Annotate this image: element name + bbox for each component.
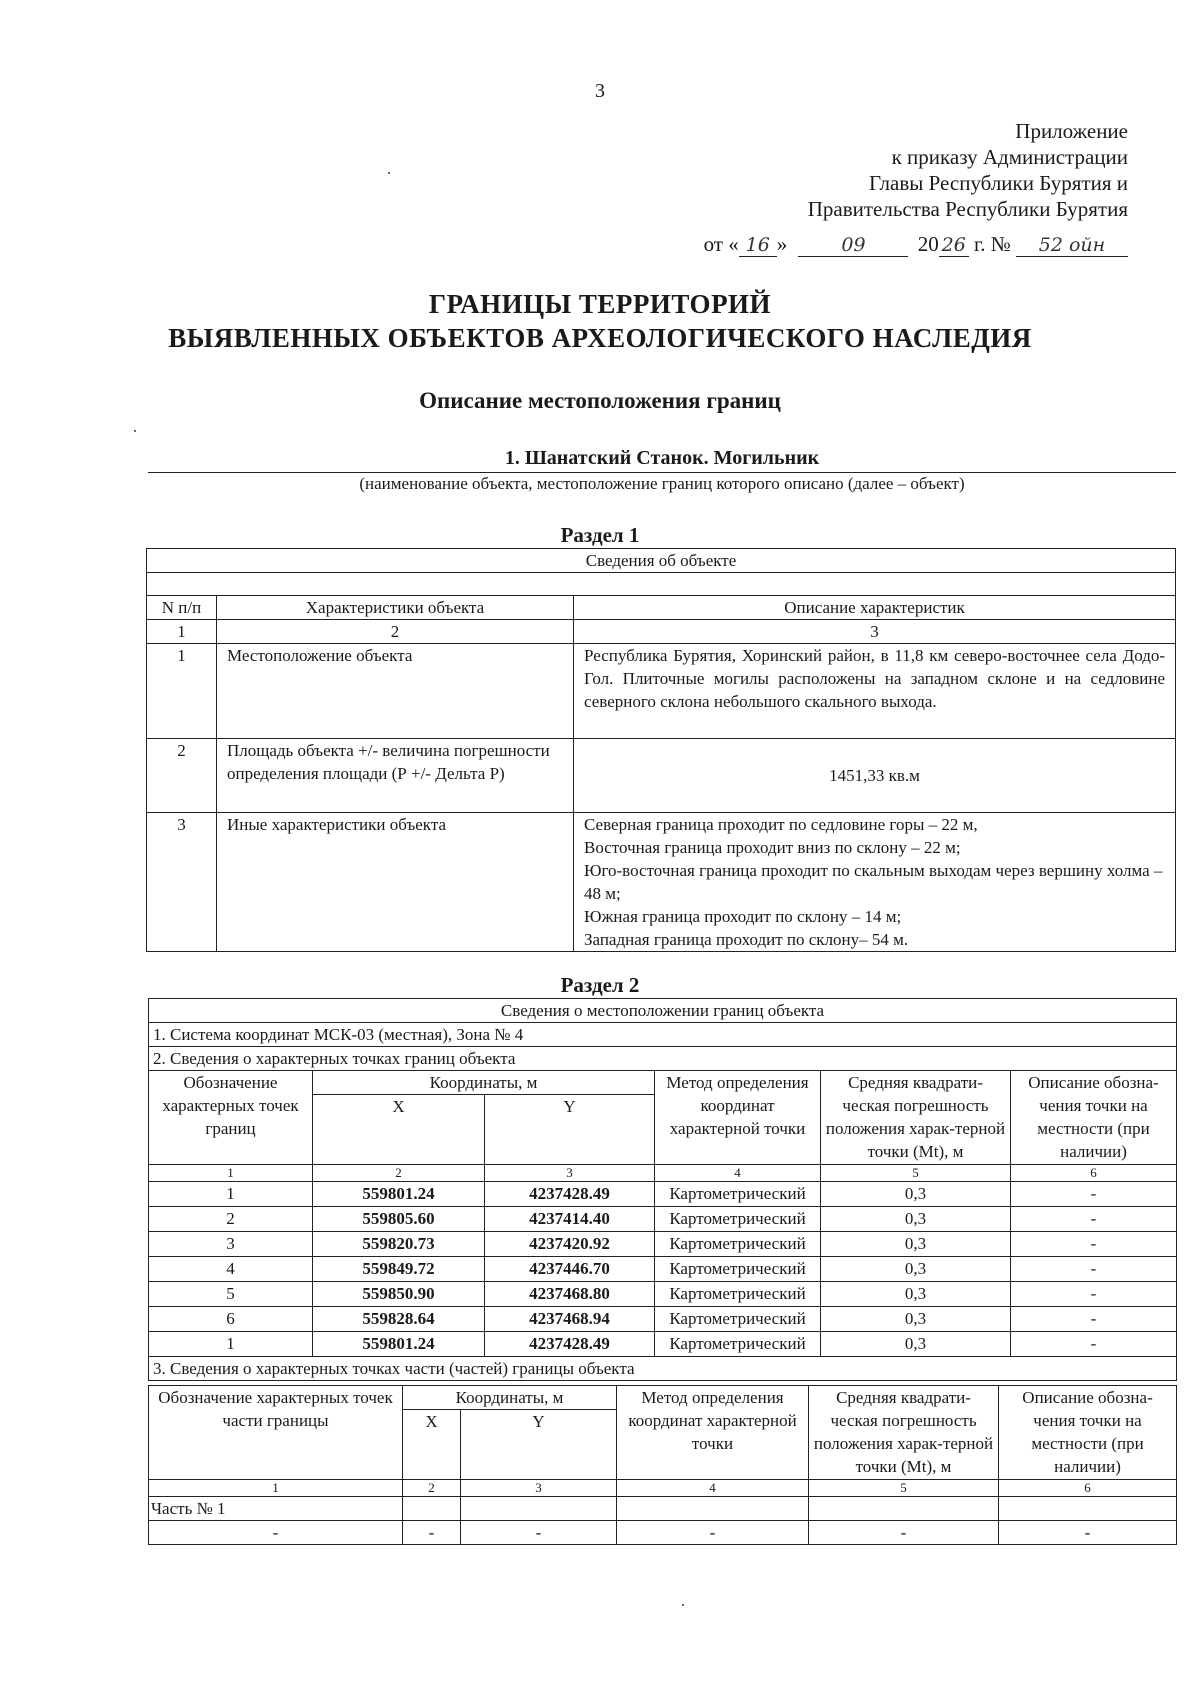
characteristic-name: Иные характеристики объекта <box>217 813 574 952</box>
characteristic-name: Площадь объекта +/- величина погрешности определения площади (Р +/- Дельта Р) <box>217 739 574 813</box>
point-x: 559849.72 <box>313 1257 485 1282</box>
column-number: 3 <box>485 1165 655 1182</box>
point-x: 559828.64 <box>313 1307 485 1332</box>
point-y: 4237468.94 <box>485 1307 655 1332</box>
document-title <box>0 287 1200 355</box>
point-description: - <box>1011 1207 1177 1232</box>
object-name: 1. Шанатский Станок. Могильник <box>148 447 1176 473</box>
column-number: 2 <box>313 1165 485 1182</box>
point-description: - <box>1011 1232 1177 1257</box>
table-row <box>149 1182 1177 1207</box>
order-month: 09 <box>798 234 908 257</box>
row-number: 2 <box>147 739 217 813</box>
section1-heading: Раздел 1 <box>560 523 640 547</box>
column-number: 5 <box>821 1165 1011 1182</box>
table-row <box>149 1207 1177 1232</box>
column-number: 5 <box>809 1480 999 1497</box>
column-number: 1 <box>149 1165 313 1182</box>
point-description: - <box>1011 1182 1177 1207</box>
point-mt: 0,3 <box>821 1332 1011 1357</box>
object-note: (наименование объекта, местоположение границ которого описано (далее – объект) <box>359 474 965 493</box>
section-subtitle: Описание местоположения границ <box>419 388 781 413</box>
row-number: 3 <box>147 813 217 952</box>
column-number: 1 <box>149 1480 403 1497</box>
point-y: 4237420.92 <box>485 1232 655 1257</box>
table-row <box>147 813 1176 952</box>
title-line: ГРАНИЦЫ ТЕРРИТОРИЙ <box>428 289 772 319</box>
column-header: Обозначение характерных точек границ <box>149 1071 313 1165</box>
column-header: Координаты, м <box>403 1386 617 1410</box>
column-number: 6 <box>999 1480 1177 1497</box>
column-header: Обозначение характерных точек части границы <box>149 1386 403 1480</box>
table-row <box>149 1232 1177 1257</box>
point-method: Картометрический <box>655 1332 821 1357</box>
characteristic-description: 1451,33 кв.м <box>574 739 1176 813</box>
table-row <box>149 1257 1177 1282</box>
point-method: Картометрический <box>655 1182 821 1207</box>
table-row <box>149 1282 1177 1307</box>
point-mt: 0,3 <box>821 1257 1011 1282</box>
point-description: - <box>1011 1332 1177 1357</box>
column-header-x: X <box>403 1410 461 1480</box>
order-close: » <box>776 232 788 256</box>
boundary-points-table <box>148 998 1177 1381</box>
appendix-block <box>608 118 1128 222</box>
order-year-prefix: 20 <box>917 232 939 256</box>
column-header: Характеристики объекта <box>217 596 574 620</box>
order-number: 52 ойн <box>1016 234 1128 257</box>
point-y: 4237428.49 <box>485 1332 655 1357</box>
description-line: Восточная граница проходит вниз по склону – 22 м; <box>584 838 961 857</box>
table-row <box>147 739 1176 813</box>
column-number: 3 <box>461 1480 617 1497</box>
point-description: - <box>1011 1257 1177 1282</box>
section2-heading: Раздел 2 <box>560 973 640 997</box>
description-line: Юго-восточная граница проходит по скальным выходам через вершину холма – 48 м; <box>584 861 1163 903</box>
column-header: Описание обозна-чения точки на местности (при наличии) <box>1011 1071 1177 1165</box>
point-mt: 0,3 <box>821 1182 1011 1207</box>
row-number: 1 <box>147 644 217 739</box>
column-number: 6 <box>1011 1165 1177 1182</box>
table-row <box>149 1521 1177 1545</box>
column-header: N п/п <box>147 596 217 620</box>
point-method: Картометрический <box>655 1207 821 1232</box>
column-number: 4 <box>617 1480 809 1497</box>
column-header: Метод определения координат характерной точки <box>617 1386 809 1480</box>
table-row <box>149 1497 1177 1521</box>
point-method: Картометрический <box>655 1232 821 1257</box>
point-x: 559820.73 <box>313 1232 485 1257</box>
part-points-table <box>148 1385 1177 1545</box>
point-y: 4237446.70 <box>485 1257 655 1282</box>
part-cell: - <box>999 1521 1177 1545</box>
appendix-line: к приказу Администрации <box>891 145 1128 169</box>
scan-speck <box>682 1604 684 1606</box>
point-description: - <box>1011 1282 1177 1307</box>
column-header: Координаты, м <box>313 1071 655 1095</box>
appendix-line: Приложение <box>1015 119 1128 143</box>
part-cell: - <box>617 1521 809 1545</box>
characteristic-description <box>574 813 1176 952</box>
column-header-x: X <box>313 1095 485 1165</box>
point-id: 6 <box>149 1307 313 1332</box>
point-id: 1 <box>149 1332 313 1357</box>
column-header-y: Y <box>485 1095 655 1165</box>
order-year-suffix: 26 <box>939 234 969 257</box>
characteristic-description: Республика Бурятия, Хоринский район, в 11,8 км северо-восточнее села Додо-Гол. Плиточные могилы расположены на западном склоне и на седловине северного склона небольшого скального выхода. <box>574 644 1176 739</box>
point-id: 1 <box>149 1182 313 1207</box>
part-cell: - <box>461 1521 617 1545</box>
point-x: 559805.60 <box>313 1207 485 1232</box>
part-cell: - <box>809 1521 999 1545</box>
description-line: Северная граница проходит по седловине горы – 22 м, <box>584 815 978 834</box>
point-method: Картометрический <box>655 1282 821 1307</box>
table-row <box>149 1332 1177 1357</box>
point-mt: 0,3 <box>821 1307 1011 1332</box>
column-number: 2 <box>217 620 574 644</box>
point-id: 4 <box>149 1257 313 1282</box>
point-description: - <box>1011 1307 1177 1332</box>
point-y: 4237414.40 <box>485 1207 655 1232</box>
coord-system: 1. Система координат МСК-03 (местная), Зона № 4 <box>149 1023 1177 1047</box>
appendix-line: Правительства Республики Бурятия <box>807 197 1128 221</box>
table-title: Сведения об объекте <box>147 549 1176 573</box>
column-number: 3 <box>574 620 1176 644</box>
column-number: 2 <box>403 1480 461 1497</box>
point-x: 559801.24 <box>313 1182 485 1207</box>
scan-speck <box>134 430 136 432</box>
point-y: 4237428.49 <box>485 1182 655 1207</box>
point-method: Картометрический <box>655 1257 821 1282</box>
part-cell: - <box>149 1521 403 1545</box>
characteristic-name: Местоположение объекта <box>217 644 574 739</box>
point-mt: 0,3 <box>821 1232 1011 1257</box>
parts-title: 3. Сведения о характерных точках части (частей) границы объекта <box>149 1357 1177 1381</box>
column-header: Описание характеристик <box>574 596 1176 620</box>
point-mt: 0,3 <box>821 1282 1011 1307</box>
point-id: 3 <box>149 1232 313 1257</box>
point-x: 559850.90 <box>313 1282 485 1307</box>
order-date-line <box>704 232 1128 257</box>
order-day: 16 <box>739 234 777 257</box>
points-title: 2. Сведения о характерных точках границ объекта <box>149 1047 1177 1071</box>
point-id: 5 <box>149 1282 313 1307</box>
order-prefix: от « <box>703 232 739 256</box>
part-label: Часть № 1 <box>149 1497 403 1521</box>
point-mt: 0,3 <box>821 1207 1011 1232</box>
table-title: Сведения о местоположении границ объекта <box>149 999 1177 1023</box>
column-number: 1 <box>147 620 217 644</box>
object-info-table <box>146 548 1176 952</box>
column-header: Средняя квадрати-ческая погрешность положения харак-терной точки (Mt), м <box>821 1071 1011 1165</box>
column-header: Описание обозна-чения точки на местности (при наличии) <box>999 1386 1177 1480</box>
column-header: Метод определения координат характерной точки <box>655 1071 821 1165</box>
point-id: 2 <box>149 1207 313 1232</box>
point-y: 4237468.80 <box>485 1282 655 1307</box>
column-number: 4 <box>655 1165 821 1182</box>
description-line: Южная граница проходит по склону – 14 м; <box>584 907 902 926</box>
table-spacer <box>147 573 1176 596</box>
description-line: Западная граница проходит по склону– 54 м. <box>584 930 909 949</box>
title-line: ВЫЯВЛЕННЫХ ОБЪЕКТОВ АРХЕОЛОГИЧЕСКОГО НАСЛЕДИЯ <box>168 323 1032 353</box>
point-x: 559801.24 <box>313 1332 485 1357</box>
order-number-label: г. № <box>973 232 1011 256</box>
scan-speck <box>388 172 390 174</box>
appendix-line: Главы Республики Бурятия и <box>869 171 1128 195</box>
point-method: Картометрический <box>655 1307 821 1332</box>
column-header: Средняя квадрати-ческая погрешность положения харак-терной точки (Mt), м <box>809 1386 999 1480</box>
part-cell: - <box>403 1521 461 1545</box>
column-header-y: Y <box>461 1410 617 1480</box>
table-row <box>147 644 1176 739</box>
page-number: 3 <box>595 80 605 102</box>
table-row <box>149 1307 1177 1332</box>
